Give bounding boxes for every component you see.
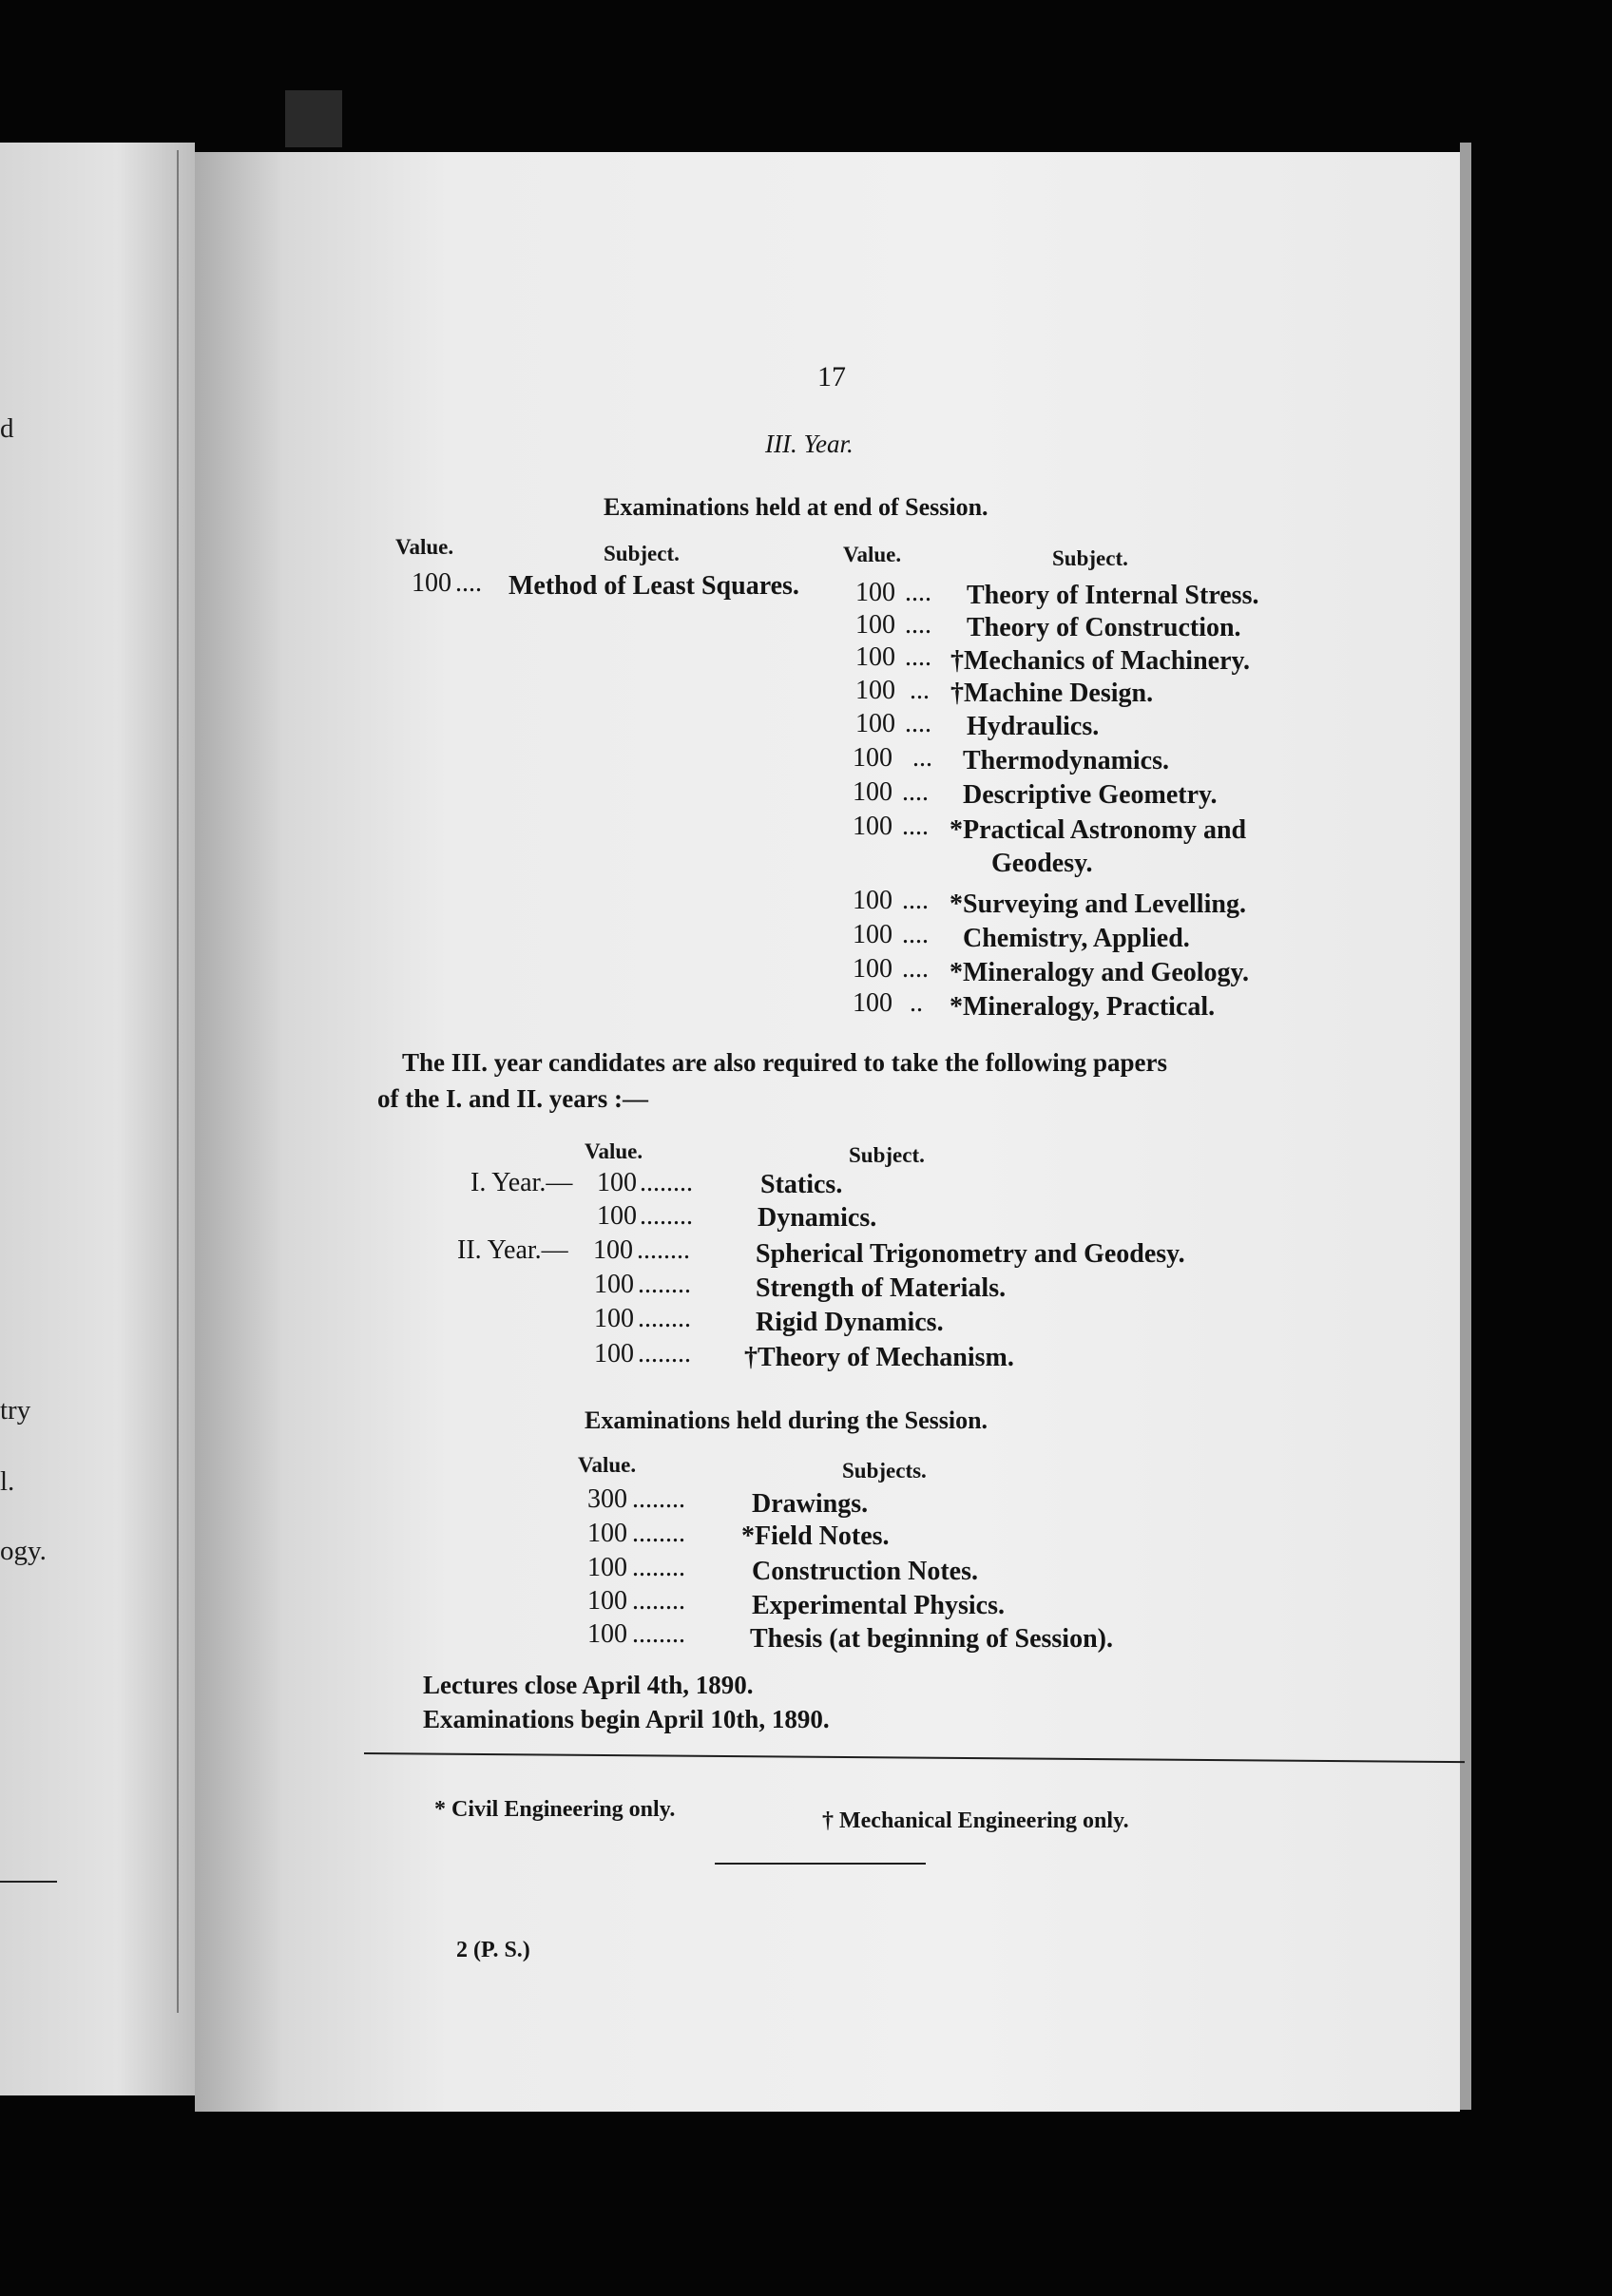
exam-value: 300	[587, 1484, 627, 1514]
left-page-fragment: l.	[0, 1466, 15, 1497]
exam-subject-continuation: Geodesy.	[991, 849, 1093, 878]
exam-value: 100	[853, 988, 892, 1018]
exam-subject: Drawings.	[752, 1489, 869, 1519]
dot-leader: ....	[902, 777, 929, 807]
subjects-header: Subjects.	[842, 1459, 927, 1483]
year-label: I. Year.—	[470, 1168, 573, 1197]
exam-value: 100	[855, 578, 895, 607]
dot-leader: ..	[910, 988, 923, 1018]
footnote-civil: * Civil Engineering only.	[434, 1797, 676, 1822]
exam-value: 100	[853, 954, 892, 984]
section-heading-during: Examinations held during the Session.	[585, 1406, 988, 1434]
subject-header: Subject.	[1052, 546, 1128, 570]
exam-subject: Descriptive Geometry.	[963, 780, 1218, 810]
exam-value: 100	[853, 743, 892, 773]
exam-value: 100	[587, 1553, 627, 1582]
exam-value: 100	[853, 920, 892, 949]
short-rule	[715, 1863, 926, 1865]
footnote-mechanical: † Mechanical Engineering only.	[822, 1808, 1129, 1833]
dot-leader: ....	[902, 812, 929, 841]
exam-subject: Thesis (at beginning of Session).	[750, 1624, 1113, 1654]
exam-value: 100	[855, 610, 895, 640]
exam-value: 100	[855, 676, 895, 705]
candidates-note-line1: The III. year candidates are also required to take the following papers	[402, 1048, 1168, 1077]
exam-subject: Chemistry, Applied.	[963, 924, 1190, 953]
year-heading: III. Year.	[765, 430, 854, 458]
signature-mark: 2 (P. S.)	[456, 1938, 530, 1962]
exam-subject: Statics.	[760, 1170, 843, 1199]
exam-value: 100	[412, 568, 451, 598]
document-page	[195, 152, 1460, 2112]
left-page-fragment: ogy.	[0, 1536, 47, 1566]
exam-subject: †Theory of Mechanism.	[744, 1343, 1014, 1372]
exam-value: 100	[594, 1304, 634, 1333]
section-heading-end: Examinations held at end of Session.	[604, 493, 988, 521]
dot-leader: ........	[637, 1235, 690, 1265]
exam-value: 100	[594, 1339, 634, 1368]
exam-subject: *Field Notes.	[741, 1521, 890, 1551]
lectures-close: Lectures close April 4th, 1890.	[423, 1671, 754, 1699]
dot-leader: ....	[905, 578, 931, 607]
dot-leader: ........	[638, 1270, 691, 1299]
exam-subject: *Surveying and Levelling.	[950, 890, 1246, 919]
page-spine	[177, 150, 179, 2013]
year-label: II. Year.—	[457, 1235, 568, 1265]
examinations-begin: Examinations begin April 10th, 1890.	[423, 1705, 830, 1733]
dot-leader: ....	[905, 642, 931, 672]
exam-value: 100	[855, 642, 895, 672]
exam-subject: *Mineralogy and Geology.	[950, 958, 1249, 987]
left-page-rule	[0, 1881, 57, 1883]
dot-leader: ........	[632, 1553, 685, 1582]
exam-value: 100	[853, 812, 892, 841]
exam-subject: Thermodynamics.	[963, 746, 1169, 775]
exam-value: 100	[587, 1586, 627, 1616]
dot-leader: ........	[632, 1586, 685, 1616]
dot-leader: ........	[638, 1304, 691, 1333]
dot-leader: ........	[640, 1201, 693, 1231]
left-page-fragment: try	[0, 1395, 31, 1425]
exam-subject: *Practical Astronomy and	[950, 815, 1247, 845]
dot-leader: ........	[638, 1339, 691, 1368]
dot-leader: ...	[912, 743, 932, 773]
dot-leader: ....	[902, 920, 929, 949]
dot-leader: ....	[905, 610, 931, 640]
exam-value: 100	[853, 886, 892, 915]
page-number: 17	[817, 361, 846, 392]
exam-subject: Strength of Materials.	[756, 1273, 1007, 1303]
exam-value: 100	[593, 1235, 633, 1265]
exam-subject: Theory of Construction.	[967, 613, 1241, 642]
dot-leader: ....	[905, 709, 931, 738]
exam-value: 100	[597, 1168, 637, 1197]
value-header: Value.	[395, 535, 454, 559]
dot-leader: ........	[632, 1484, 685, 1514]
exam-subject: *Mineralogy, Practical.	[950, 992, 1216, 1022]
exam-subject: Hydraulics.	[967, 712, 1100, 741]
subject-header: Subject.	[604, 542, 680, 565]
exam-value: 100	[855, 709, 895, 738]
dot-leader: ....	[455, 568, 482, 598]
exam-subject: Theory of Internal Stress.	[967, 581, 1259, 610]
footnote-rule	[364, 1752, 1465, 1763]
dot-leader: ....	[902, 954, 929, 984]
exam-value: 100	[587, 1519, 627, 1548]
dot-leader: ........	[632, 1519, 685, 1548]
exam-value: 100	[597, 1201, 637, 1231]
candidates-note-line2: of the I. and II. years :—	[377, 1084, 649, 1113]
dot-leader: ........	[632, 1619, 685, 1649]
value-header: Value.	[585, 1139, 643, 1163]
dot-leader: ...	[910, 676, 930, 705]
exam-subject: Method of Least Squares.	[509, 571, 799, 601]
exam-value: 100	[587, 1619, 627, 1649]
value-header: Value.	[578, 1453, 637, 1477]
exam-subject: Experimental Physics.	[752, 1591, 1005, 1620]
binding-strip	[285, 90, 342, 147]
exam-subject: Spherical Trigonometry and Geodesy.	[756, 1239, 1185, 1269]
exam-subject: †Mechanics of Machinery.	[950, 646, 1250, 676]
value-header: Value.	[843, 543, 902, 566]
left-page-fragment: d	[0, 413, 14, 444]
subject-header: Subject.	[849, 1143, 925, 1167]
page-right-edge	[1460, 143, 1471, 2110]
exam-value: 100	[594, 1270, 634, 1299]
dot-leader: ........	[640, 1168, 693, 1197]
dot-leader: ....	[902, 886, 929, 915]
exam-subject: †Machine Design.	[950, 679, 1154, 708]
exam-value: 100	[853, 777, 892, 807]
exam-subject: Construction Notes.	[752, 1557, 978, 1586]
left-page-edge	[0, 143, 195, 2095]
exam-subject: Dynamics.	[758, 1203, 877, 1233]
exam-subject: Rigid Dynamics.	[756, 1308, 944, 1337]
